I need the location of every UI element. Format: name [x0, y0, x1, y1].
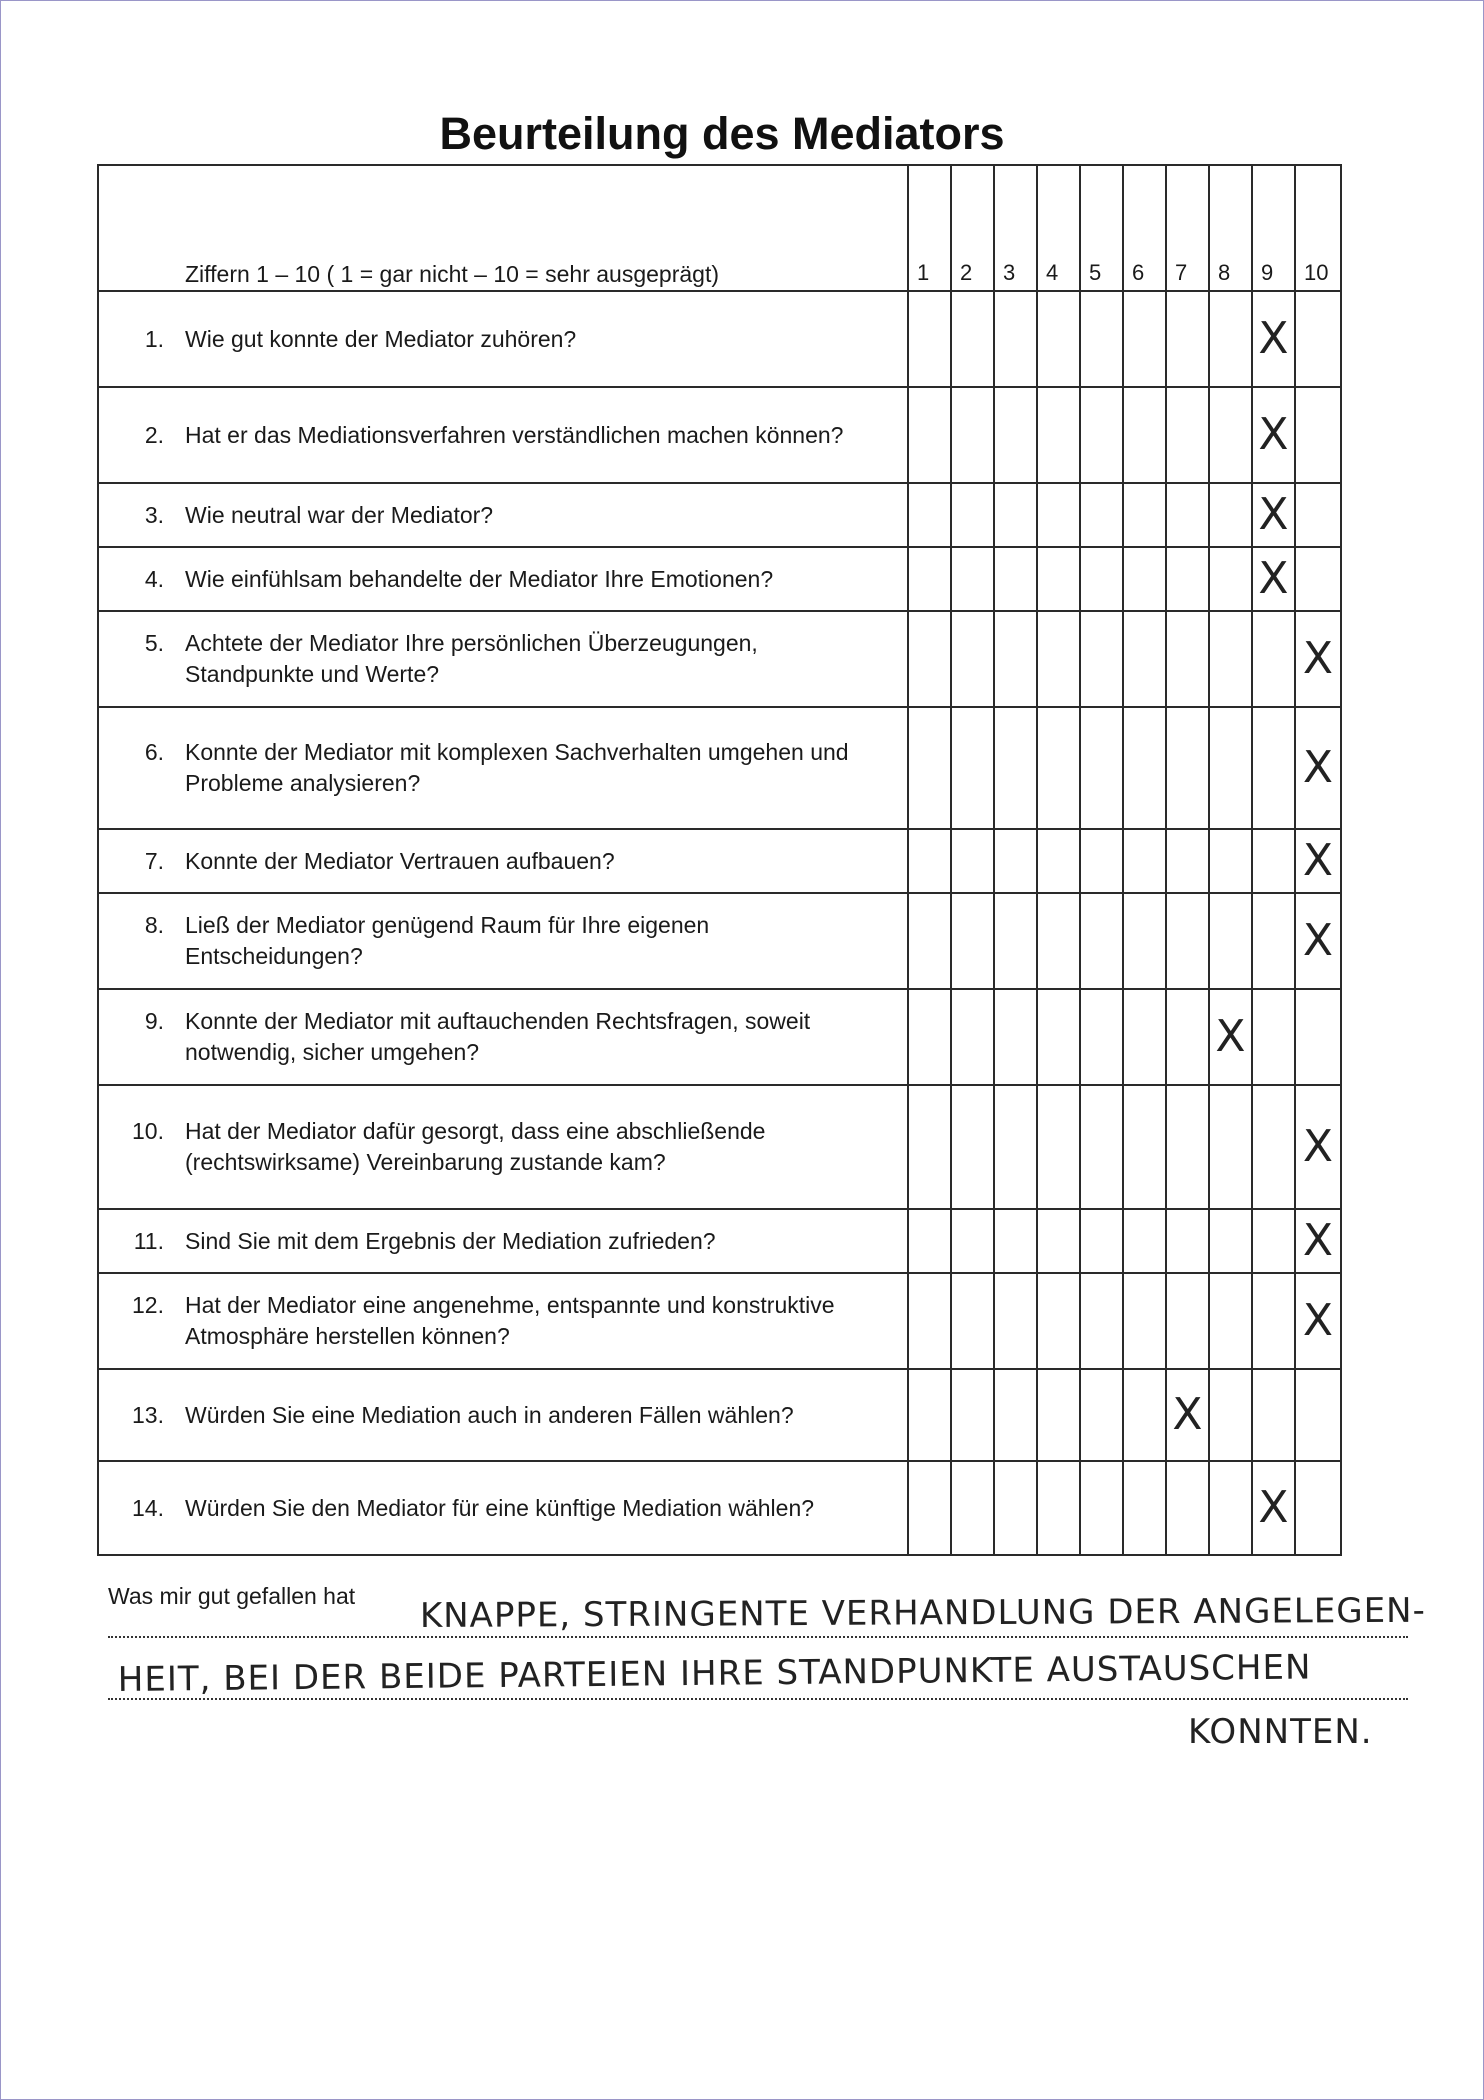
rating-cell-8[interactable]	[1209, 547, 1252, 611]
rating-cell-2[interactable]	[951, 1461, 994, 1555]
rating-cell-5[interactable]	[1080, 1369, 1123, 1461]
rating-cell-2[interactable]	[951, 291, 994, 387]
rating-cell-10[interactable]	[1295, 1369, 1341, 1461]
rating-cell-1[interactable]	[908, 1209, 951, 1273]
rating-cell-3[interactable]	[994, 387, 1037, 483]
scale-header-9: 9	[1252, 165, 1295, 291]
handwritten-comment-line-1: KNAPPE, STRINGENTE VERHANDLUNG DER ANGELEGEN-	[419, 1590, 1426, 1636]
rating-cell-4[interactable]	[1037, 707, 1080, 829]
rating-cell-10[interactable]	[1295, 989, 1341, 1085]
rating-cell-5[interactable]	[1080, 611, 1123, 707]
rating-cell-10[interactable]	[1295, 547, 1341, 611]
rating-cell-9[interactable]	[1252, 1209, 1295, 1273]
question-row	[98, 829, 1341, 893]
rating-cell-7[interactable]	[1166, 707, 1209, 829]
scale-header-4: 4	[1037, 165, 1080, 291]
comment-line-1	[108, 1636, 1408, 1638]
rating-cell-1[interactable]	[908, 893, 951, 989]
scale-header-6: 6	[1123, 165, 1166, 291]
rating-cell-3[interactable]	[994, 547, 1037, 611]
rating-cell-5[interactable]	[1080, 829, 1123, 893]
rating-cell-4[interactable]	[1037, 1209, 1080, 1273]
rating-cell-4[interactable]	[1037, 387, 1080, 483]
scale-header-1: 1	[908, 165, 951, 291]
question-number: 13.	[132, 1401, 164, 1428]
question-cell	[98, 1085, 908, 1209]
rating-cell-6[interactable]	[1123, 547, 1166, 611]
rating-cell-9[interactable]	[1252, 387, 1295, 483]
question-row	[98, 1369, 1341, 1461]
rating-cell-1[interactable]	[908, 387, 951, 483]
question-number: 8.	[144, 912, 164, 938]
header-row	[98, 165, 1341, 291]
rating-cell-7[interactable]	[1166, 611, 1209, 707]
question-row	[98, 893, 1341, 989]
rating-cell-4[interactable]	[1037, 1369, 1080, 1461]
question-cell	[98, 1209, 908, 1273]
scale-header-7: 7	[1166, 165, 1209, 291]
rating-cell-9[interactable]	[1252, 893, 1295, 989]
rating-cell-2[interactable]	[951, 829, 994, 893]
rating-cell-4[interactable]	[1037, 1085, 1080, 1209]
rating-cell-4[interactable]	[1037, 829, 1080, 893]
rating-cell-8[interactable]	[1209, 1273, 1252, 1369]
rating-cell-3[interactable]	[994, 611, 1037, 707]
rating-cell-6[interactable]	[1123, 1273, 1166, 1369]
comment-label: Was mir gut gefallen hat	[108, 1583, 356, 1609]
rating-cell-6[interactable]	[1123, 707, 1166, 829]
question-text: Wie neutral war der Mediator?	[185, 501, 494, 528]
rating-cell-2[interactable]	[951, 1369, 994, 1461]
question-text: Konnte der Mediator Vertrauen aufbauen?	[185, 847, 615, 874]
rating-cell-10[interactable]	[1295, 483, 1341, 547]
rating-cell-3[interactable]	[994, 707, 1037, 829]
rating-cell-9[interactable]	[1252, 291, 1295, 387]
rating-cell-10[interactable]	[1295, 1209, 1341, 1273]
rating-cell-5[interactable]	[1080, 1085, 1123, 1209]
rating-cell-3[interactable]	[994, 1461, 1037, 1555]
rating-cell-1[interactable]	[908, 291, 951, 387]
rating-cell-2[interactable]	[951, 387, 994, 483]
question-number: 1.	[144, 325, 164, 352]
rating-cell-5[interactable]	[1080, 547, 1123, 611]
rating-mark: X	[1302, 1121, 1334, 1172]
question-cell	[98, 1369, 908, 1461]
rating-cell-6[interactable]	[1123, 611, 1166, 707]
question-cell	[98, 1273, 908, 1369]
rating-cell-8[interactable]	[1209, 989, 1252, 1085]
rating-mark: X	[1258, 1482, 1289, 1533]
question-cell	[98, 707, 908, 829]
question-cell	[98, 1461, 908, 1555]
rating-cell-3[interactable]	[994, 989, 1037, 1085]
scale-header-3: 3	[994, 165, 1037, 291]
rating-cell-9[interactable]	[1252, 547, 1295, 611]
rating-cell-6[interactable]	[1123, 1369, 1166, 1461]
rating-mark: X	[1215, 1011, 1246, 1062]
rating-cell-10[interactable]	[1295, 829, 1341, 893]
rating-cell-7[interactable]	[1166, 1085, 1209, 1209]
rating-cell-3[interactable]	[994, 1209, 1037, 1273]
page-title: Beurteilung des Mediators	[439, 108, 1005, 159]
rating-cell-3[interactable]	[994, 893, 1037, 989]
question-text: Ließ der Mediator genügend Raum für Ihre eigenen Entscheidungen?	[185, 912, 710, 969]
rating-cell-6[interactable]	[1123, 387, 1166, 483]
rating-cell-5[interactable]	[1080, 707, 1123, 829]
rating-cell-3[interactable]	[994, 1085, 1037, 1209]
rating-cell-2[interactable]	[951, 547, 994, 611]
rating-cell-5[interactable]	[1080, 387, 1123, 483]
rating-mark: X	[1258, 489, 1289, 540]
question-text: Hat der Mediator dafür gesorgt, dass eine abschließende (rechtswirksame) Vereinbarung zustande kam?	[185, 1118, 766, 1175]
rating-cell-6[interactable]	[1123, 291, 1166, 387]
rating-table	[97, 164, 1342, 1556]
rating-mark: X	[1258, 409, 1289, 460]
rating-cell-5[interactable]	[1080, 989, 1123, 1085]
rating-mark: X	[1258, 553, 1289, 604]
rating-cell-7[interactable]	[1166, 1273, 1209, 1369]
rating-cell-9[interactable]	[1252, 1461, 1295, 1555]
rating-cell-5[interactable]	[1080, 1461, 1123, 1555]
rating-cell-10[interactable]	[1295, 291, 1341, 387]
handwritten-comment-line-2: HEIT, BEI DER BEIDE PARTEIEN IHRE STANDPUNKTE AUSTAUSCHEN	[117, 1647, 1312, 1700]
question-number: 2.	[144, 421, 164, 448]
question-number: 6.	[144, 739, 164, 765]
question-text: Wie einfühlsam behandelte der Mediator Ihre Emotionen?	[185, 565, 774, 592]
scale-header-10: 10	[1295, 165, 1341, 291]
question-row	[98, 707, 1341, 829]
question-number: 4.	[144, 565, 164, 592]
rating-cell-3[interactable]	[994, 483, 1037, 547]
question-row	[98, 1461, 1341, 1555]
rating-cell-6[interactable]	[1123, 483, 1166, 547]
comment-line-2	[108, 1698, 1408, 1700]
question-row	[98, 611, 1341, 707]
rating-cell-2[interactable]	[951, 1209, 994, 1273]
rating-cell-6[interactable]	[1123, 1209, 1166, 1273]
rating-cell-8[interactable]	[1209, 1085, 1252, 1209]
rating-cell-10[interactable]	[1295, 611, 1341, 707]
question-cell	[98, 829, 908, 893]
question-text: Hat der Mediator eine angenehme, entspannte und konstruktive Atmosphäre herstellen können?	[185, 1292, 835, 1349]
rating-cell-1[interactable]	[908, 989, 951, 1085]
rating-cell-1[interactable]	[908, 547, 951, 611]
question-row	[98, 547, 1341, 611]
rating-cell-8[interactable]	[1209, 1209, 1252, 1273]
rating-cell-10[interactable]	[1295, 1273, 1341, 1369]
rating-cell-8[interactable]	[1209, 707, 1252, 829]
rating-mark: X	[1258, 313, 1289, 364]
rating-cell-3[interactable]	[994, 1273, 1037, 1369]
rating-cell-4[interactable]	[1037, 291, 1080, 387]
rating-cell-5[interactable]	[1080, 291, 1123, 387]
rating-cell-6[interactable]	[1123, 829, 1166, 893]
rating-cell-10[interactable]	[1295, 387, 1341, 483]
rating-cell-10[interactable]	[1295, 1461, 1341, 1555]
rating-cell-8[interactable]	[1209, 1461, 1252, 1555]
question-text: Sind Sie mit dem Ergebnis der Mediation zufrieden?	[185, 1227, 716, 1254]
question-number: 12.	[132, 1292, 164, 1318]
rating-cell-3[interactable]	[994, 829, 1037, 893]
question-cell	[98, 291, 908, 387]
rating-cell-8[interactable]	[1209, 1369, 1252, 1461]
rating-cell-2[interactable]	[951, 483, 994, 547]
rating-cell-1[interactable]	[908, 1369, 951, 1461]
rating-cell-2[interactable]	[951, 893, 994, 989]
rating-cell-1[interactable]	[908, 611, 951, 707]
rating-mark: X	[1302, 915, 1334, 966]
rating-cell-3[interactable]	[994, 291, 1037, 387]
rating-cell-10[interactable]	[1295, 707, 1341, 829]
question-cell	[98, 547, 908, 611]
rating-cell-1[interactable]	[908, 1085, 951, 1209]
question-number: 10.	[132, 1118, 164, 1144]
rating-cell-2[interactable]	[951, 1085, 994, 1209]
rating-cell-10[interactable]	[1295, 1085, 1341, 1209]
rating-cell-2[interactable]	[951, 1273, 994, 1369]
question-text: Würden Sie den Mediator für eine künftige Mediation wählen?	[185, 1494, 815, 1521]
rating-mark: X	[1302, 742, 1334, 793]
rating-cell-9[interactable]	[1252, 1369, 1295, 1461]
question-number: 7.	[144, 847, 164, 874]
rating-cell-2[interactable]	[951, 989, 994, 1085]
question-number: 14.	[132, 1494, 164, 1521]
rating-cell-4[interactable]	[1037, 483, 1080, 547]
question-cell	[98, 989, 908, 1085]
scale-header-5: 5	[1080, 165, 1123, 291]
rating-cell-7[interactable]	[1166, 989, 1209, 1085]
rating-cell-8[interactable]	[1209, 611, 1252, 707]
rating-cell-7[interactable]	[1166, 893, 1209, 989]
rating-cell-6[interactable]	[1123, 1085, 1166, 1209]
rating-cell-7[interactable]	[1166, 547, 1209, 611]
rating-cell-4[interactable]	[1037, 989, 1080, 1085]
rating-cell-7[interactable]	[1166, 1209, 1209, 1273]
rating-cell-9[interactable]	[1252, 611, 1295, 707]
rating-cell-4[interactable]	[1037, 893, 1080, 989]
question-cell	[98, 387, 908, 483]
scale-instruction: Ziffern 1 – 10 ( 1 = gar nicht – 10 = sehr ausgeprägt)	[98, 165, 908, 291]
question-row	[98, 989, 1341, 1085]
question-row	[98, 483, 1341, 547]
question-row	[98, 387, 1341, 483]
rating-cell-5[interactable]	[1080, 1209, 1123, 1273]
question-row	[98, 1209, 1341, 1273]
question-number: 5.	[144, 630, 164, 656]
question-number: 9.	[144, 1008, 164, 1034]
rating-cell-9[interactable]	[1252, 989, 1295, 1085]
question-text: Würden Sie eine Mediation auch in anderen Fällen wählen?	[185, 1401, 794, 1428]
question-row	[98, 1085, 1341, 1209]
rating-cell-1[interactable]	[908, 1461, 951, 1555]
rating-mark: X	[1302, 1295, 1334, 1346]
rating-cell-2[interactable]	[951, 611, 994, 707]
question-cell	[98, 483, 908, 547]
rating-cell-9[interactable]	[1252, 483, 1295, 547]
rating-cell-7[interactable]	[1166, 829, 1209, 893]
rating-cell-4[interactable]	[1037, 547, 1080, 611]
question-text: Konnte der Mediator mit komplexen Sachverhalten umgehen und Probleme analysieren?	[185, 739, 849, 796]
question-cell	[98, 893, 908, 989]
rating-cell-7[interactable]	[1166, 387, 1209, 483]
rating-cell-5[interactable]	[1080, 483, 1123, 547]
question-text: Hat er das Mediationsverfahren verständlichen machen können?	[185, 421, 844, 448]
rating-mark: X	[1302, 835, 1334, 886]
rating-cell-6[interactable]	[1123, 1461, 1166, 1555]
rating-cell-6[interactable]	[1123, 989, 1166, 1085]
rating-cell-9[interactable]	[1252, 1085, 1295, 1209]
handwritten-comment-line-3: KONNTEN.	[1188, 1712, 1373, 1752]
rating-cell-10[interactable]	[1295, 893, 1341, 989]
rating-cell-7[interactable]	[1166, 291, 1209, 387]
question-text: Konnte der Mediator mit auftauchenden Rechtsfragen, soweit notwendig, sicher umgehen?	[185, 1008, 811, 1065]
question-number: 3.	[144, 501, 164, 528]
question-number: 11.	[133, 1227, 164, 1254]
rating-cell-4[interactable]	[1037, 1461, 1080, 1555]
rating-cell-1[interactable]	[908, 1273, 951, 1369]
scale-header-2: 2	[951, 165, 994, 291]
rating-cell-7[interactable]	[1166, 1369, 1209, 1461]
rating-cell-6[interactable]	[1123, 893, 1166, 989]
rating-cell-5[interactable]	[1080, 1273, 1123, 1369]
rating-cell-1[interactable]	[908, 483, 951, 547]
rating-cell-8[interactable]	[1209, 829, 1252, 893]
rating-cell-2[interactable]	[951, 707, 994, 829]
question-row	[98, 1273, 1341, 1369]
rating-cell-9[interactable]	[1252, 1273, 1295, 1369]
rating-cell-9[interactable]	[1252, 707, 1295, 829]
rating-cell-8[interactable]	[1209, 483, 1252, 547]
rating-cell-4[interactable]	[1037, 611, 1080, 707]
question-text: Achtete der Mediator Ihre persönlichen Überzeugungen, Standpunkte und Werte?	[185, 630, 758, 687]
rating-cell-5[interactable]	[1080, 893, 1123, 989]
rating-cell-9[interactable]	[1252, 829, 1295, 893]
question-text: Wie gut konnte der Mediator zuhören?	[185, 325, 577, 352]
rating-cell-4[interactable]	[1037, 1273, 1080, 1369]
rating-cell-1[interactable]	[908, 829, 951, 893]
rating-mark: X	[1172, 1389, 1203, 1440]
rating-cell-7[interactable]	[1166, 483, 1209, 547]
rating-cell-7[interactable]	[1166, 1461, 1209, 1555]
question-cell	[98, 611, 908, 707]
rating-cell-8[interactable]	[1209, 387, 1252, 483]
rating-cell-1[interactable]	[908, 707, 951, 829]
rating-cell-3[interactable]	[994, 1369, 1037, 1461]
rating-mark: X	[1302, 1215, 1334, 1266]
rating-cell-8[interactable]	[1209, 893, 1252, 989]
scale-header-8: 8	[1209, 165, 1252, 291]
rating-cell-8[interactable]	[1209, 291, 1252, 387]
rating-mark: X	[1302, 633, 1334, 684]
question-row	[98, 291, 1341, 387]
